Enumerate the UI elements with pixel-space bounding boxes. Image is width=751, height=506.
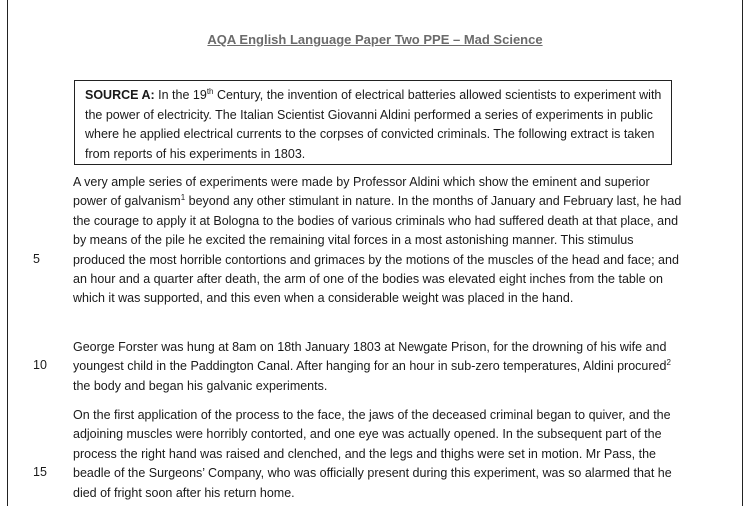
para1-text-1: A very ample series of experiments were made by Professor Aldini which show the eminent and superior power of galvanism [73, 175, 650, 209]
document-page [7, 0, 743, 506]
page-title: AQA English Language Paper Two PPE – Mad Science [207, 32, 543, 47]
source-intro-box [74, 80, 672, 165]
extract-paragraph-2 [73, 338, 683, 396]
line-number-10: 10 [33, 358, 47, 372]
footnote-marker-2: 2 [666, 358, 671, 368]
footnote-marker-1: 1 [180, 193, 186, 203]
source-superscript: th [206, 86, 214, 96]
source-text-2: Century, the invention of electrical batteries allowed scientists to experiment with the power of electricity. The Italian Scientist Giovanni Aldini performed a series of experiments in public where he applied electrical currents to the corpses of convicted criminals. The following extract is taken from reports of his experiments in 1803. [85, 88, 662, 161]
extract-paragraph-3: On the first application of the process to the face, the jaws of the deceased criminal began to quiver, and the adjoining muscles were horribly contorted, and one eye was actually opened. In the subsequent part of the process the right hand was raised and clenched, and the legs and thighs were set in motion. Mr Pass, the beadle of the Surgeons’ Company, who was officially present during this experiment, was so alarmed that he died of fright soon after his return home. [73, 408, 672, 500]
source-label: SOURCE A: [85, 88, 155, 102]
extract-paragraph-1 [73, 173, 683, 309]
para1-text-2: beyond any other stimulant in nature. In the months of January and February last, he had the courage to apply it at Bologna to the bodies of various criminals who had suffered death at that place, and by means of the pile he excited the remaining vital forces in a most astonishing manner. This stimulus produced the most horrible contortions and grimaces by the motions of the muscles of the head and face; and an hour and a quarter after death, the arm of one of the bodies was elevated eight inches from the table on which it was supported, and this even when a considerable weight was placed in the hand. [73, 194, 682, 306]
line-number-15: 15 [33, 465, 47, 479]
line-number-5: 5 [33, 252, 40, 266]
source-text-1: In the 19 [154, 88, 207, 102]
para2-text-1: George Forster was hung at 8am on 18th January 1803 at Newgate Prison, for the drowning of his wife and youngest child in the Paddington Canal. After hanging for an hour in sub-zero temperatures, Aldini procured [73, 340, 667, 374]
para2-text-2: the body and began his galvanic experiments. [73, 378, 328, 393]
